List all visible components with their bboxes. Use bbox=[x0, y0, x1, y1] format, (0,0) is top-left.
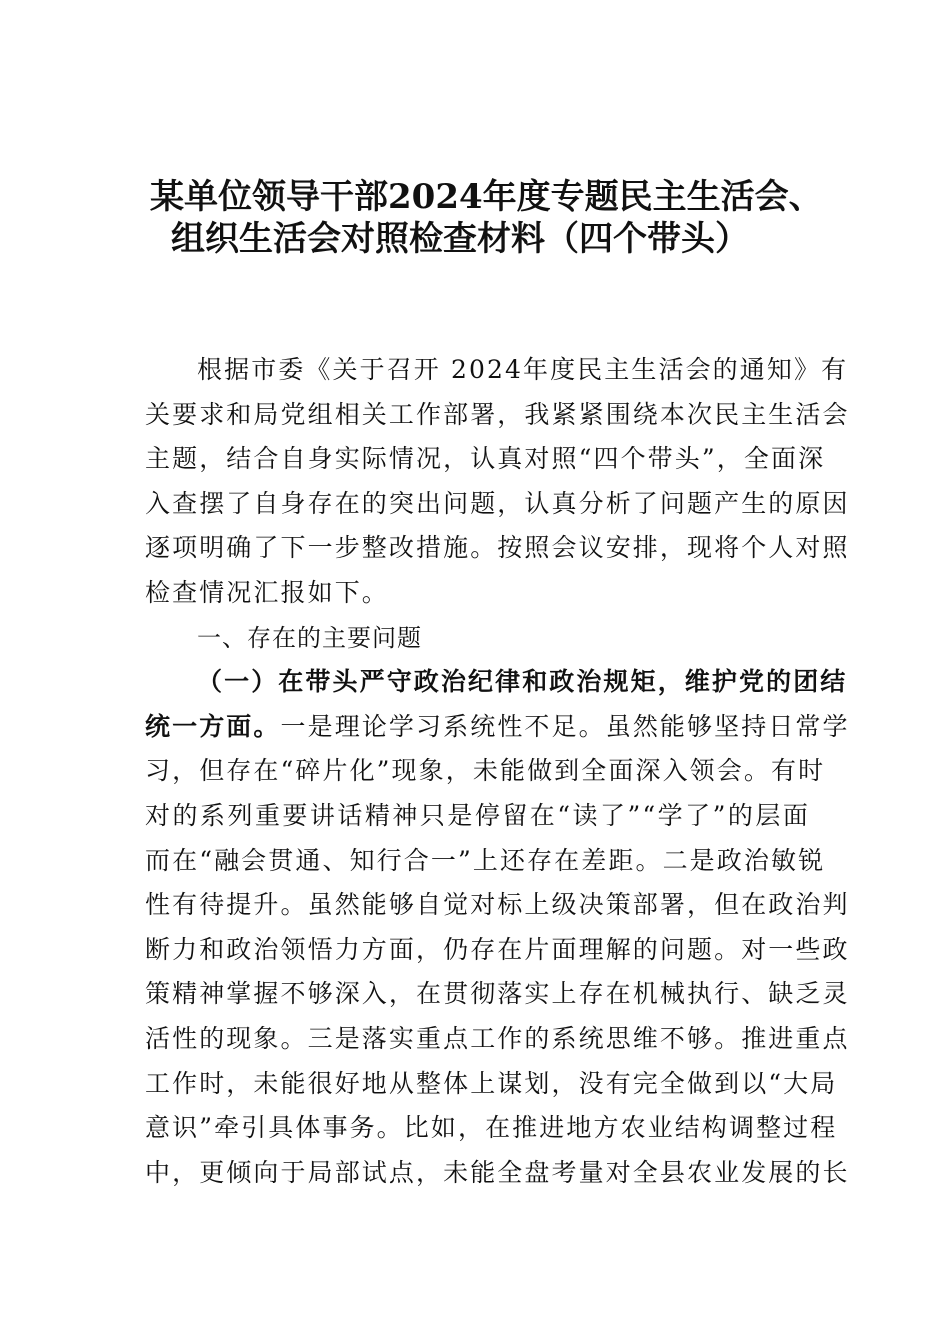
intro-line: 检查情况汇报如下。 bbox=[145, 577, 389, 607]
body-line: 性有待提升。虽然能够自觉对标上级决策部署，但在政治判 bbox=[145, 890, 850, 920]
body-line: 活性的现象。三是落实重点工作的系统思维不够。推进重点 bbox=[145, 1023, 850, 1053]
subsection-heading-end: 统一方面。 bbox=[145, 711, 281, 741]
body-line: 意识”牵引具体事务。比如，在推进地方农业结构调整过程 bbox=[145, 1113, 838, 1143]
subsection-heading: （一）在带头严守政治纪律和政治规矩，维护党的团结 bbox=[197, 667, 848, 697]
body-line: 中，更倾向于局部试点，未能全盘考量对全县农业发展的长 bbox=[145, 1157, 850, 1187]
body-line: 而在“融会贯通、知行合一”上还存在差距。二是政治敏锐 bbox=[145, 845, 826, 875]
subsection-text: 一是理论学习系统性不足。虽然能够坚持日常学 bbox=[280, 711, 850, 741]
document-title-line-1: 某单位领导干部2024年度专题民主生活会、 bbox=[150, 177, 823, 217]
document-title-line-2: 组织生活会对照检查材料（四个带头） bbox=[171, 219, 749, 259]
body-line: 断力和政治领悟力方面，仍存在片面理解的问题。对一些政 bbox=[145, 934, 850, 964]
intro-line: 关要求和局党组相关工作部署，我紧紧围绕本次民主生活会 bbox=[145, 399, 850, 429]
intro-line: 主题，结合自身实际情况，认真对照“四个带头”，全面深 bbox=[145, 444, 826, 474]
document-body bbox=[145, 348, 850, 1195]
body-line: 对的系列重要讲话精神只是停留在“读了”“学了”的层面 bbox=[145, 800, 810, 830]
subsection-line-2 bbox=[145, 705, 850, 750]
body-line: 策精神掌握不够深入，在贯彻落实上存在机械执行、缺乏灵 bbox=[145, 979, 850, 1009]
section-heading: 一、存在的主要问题 bbox=[197, 623, 422, 652]
body-line: 工作时，未能很好地从整体上谋划，没有完全做到以“大局 bbox=[145, 1068, 838, 1098]
intro-line: 根据市委《关于召开 2024年度民主生活会的通知》有 bbox=[197, 355, 849, 384]
body-line: 习，但存在“碎片化”现象，未能做到全面深入领会。有时 bbox=[145, 756, 826, 786]
intro-line: 入查摆了自身存在的突出问题，认真分析了问题产生的原因 bbox=[145, 488, 850, 518]
intro-line: 逐项明确了下一步整改措施。按照会议安排，现将个人对照 bbox=[145, 533, 850, 563]
